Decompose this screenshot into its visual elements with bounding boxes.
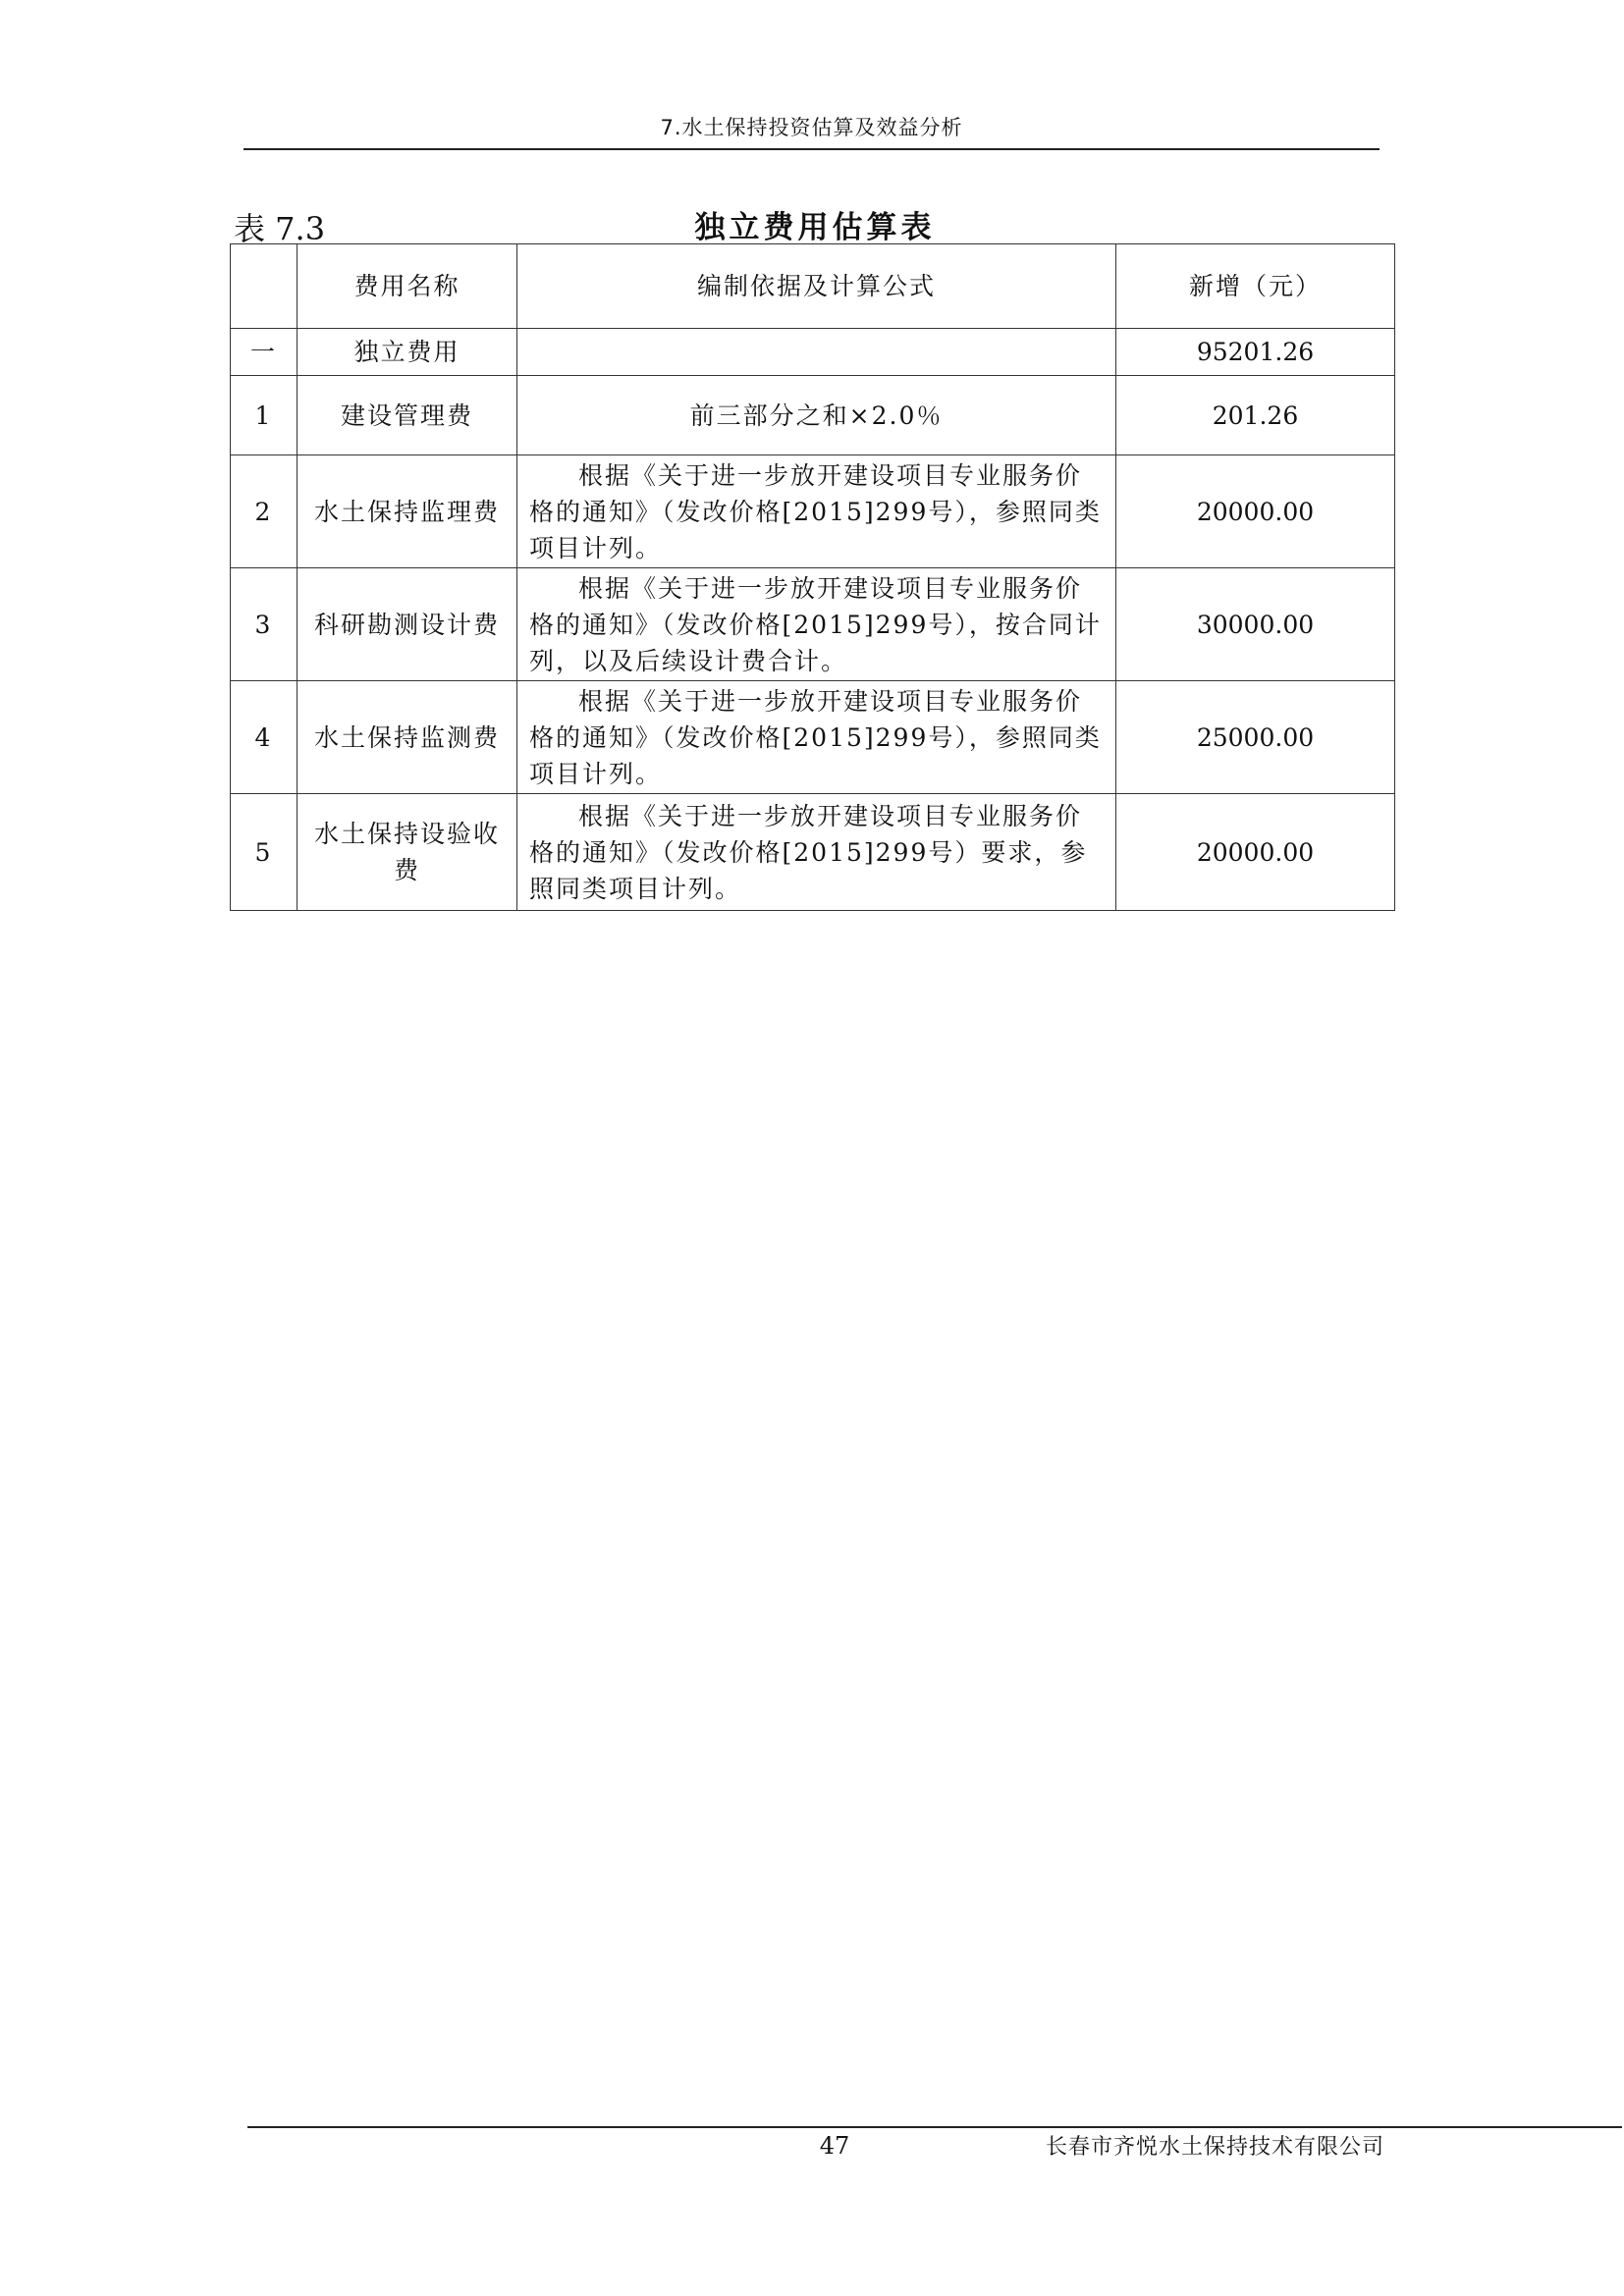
table-row xyxy=(231,681,1395,794)
row-name: 水土保持设验收费 xyxy=(298,794,517,911)
row-number: 4 xyxy=(231,681,298,794)
row-amount: 25000.00 xyxy=(1116,681,1395,794)
row-amount: 20000.00 xyxy=(1116,794,1395,911)
header-cell-name: 费用名称 xyxy=(298,244,517,329)
header-rule xyxy=(244,148,1380,150)
row-name: 建设管理费 xyxy=(298,376,517,455)
row-number: 一 xyxy=(231,329,298,376)
company-name: 长春市齐悦水土保持技术有限公司 xyxy=(1045,2135,1384,2160)
row-name: 独立费用 xyxy=(298,329,517,376)
table-row xyxy=(231,794,1395,911)
table-header-row xyxy=(231,244,1395,329)
footer-rule xyxy=(247,2126,1622,2128)
table-label: 表 7.3 xyxy=(234,210,326,247)
row-basis xyxy=(517,329,1116,376)
running-header: 7.水土保持投资估算及效益分析 xyxy=(660,116,963,139)
table-row xyxy=(231,329,1395,376)
row-basis: 根据《关于进一步放开建设项目专业服务价格的通知》（发改价格[2015]299号）要求，参照同类项目计列。 xyxy=(517,794,1116,911)
row-amount: 30000.00 xyxy=(1116,568,1395,681)
table-title: 独立费用估算表 xyxy=(694,210,936,245)
row-amount: 201.26 xyxy=(1116,376,1395,455)
header-cell-no xyxy=(231,244,298,329)
page-number: 47 xyxy=(819,2132,850,2160)
row-amount: 95201.26 xyxy=(1116,329,1395,376)
row-amount: 20000.00 xyxy=(1116,455,1395,568)
row-name: 水土保持监理费 xyxy=(298,455,517,568)
cost-estimate-table xyxy=(230,243,1395,911)
row-basis: 根据《关于进一步放开建设项目专业服务价格的通知》（发改价格[2015]299号），按合同计列，以及后续设计费合计。 xyxy=(517,568,1116,681)
row-number: 5 xyxy=(231,794,298,911)
row-number: 1 xyxy=(231,376,298,455)
header-cell-amount: 新增（元） xyxy=(1116,244,1395,329)
row-number: 3 xyxy=(231,568,298,681)
header-cell-basis: 编制依据及计算公式 xyxy=(517,244,1116,329)
row-basis: 根据《关于进一步放开建设项目专业服务价格的通知》（发改价格[2015]299号），参照同类项目计列。 xyxy=(517,681,1116,794)
row-basis: 根据《关于进一步放开建设项目专业服务价格的通知》（发改价格[2015]299号），参照同类项目计列。 xyxy=(517,455,1116,568)
row-name: 水土保持监测费 xyxy=(298,681,517,794)
table-row xyxy=(231,376,1395,455)
table-row xyxy=(231,568,1395,681)
row-basis: 前三部分之和×2.0％ xyxy=(517,376,1116,455)
row-name: 科研勘测设计费 xyxy=(298,568,517,681)
row-number: 2 xyxy=(231,455,298,568)
table-row xyxy=(231,455,1395,568)
